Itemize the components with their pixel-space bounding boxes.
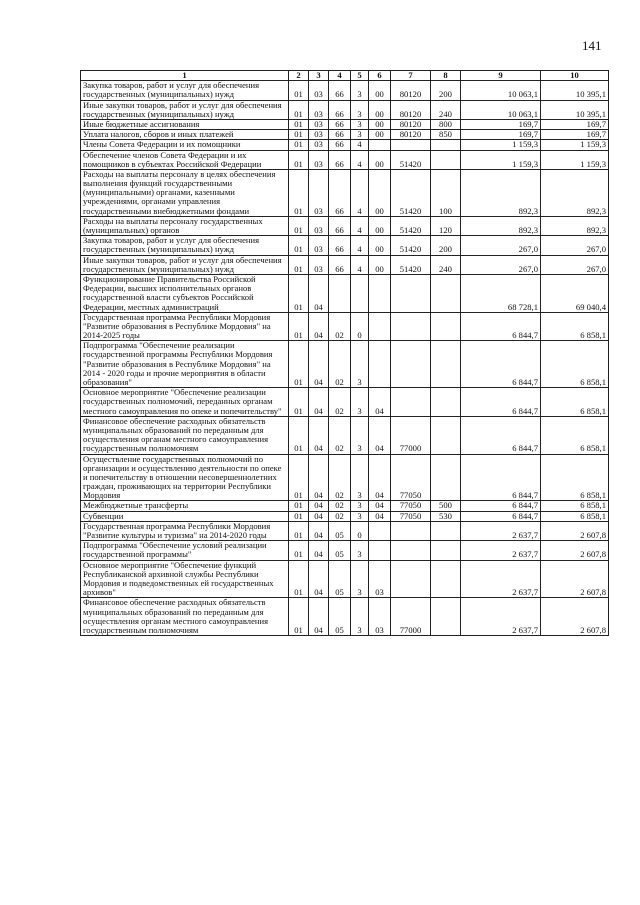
amount-year-2-cell: 6 858,1 [541, 501, 609, 511]
program-code-cell: 66 [329, 255, 351, 274]
amount-year-1-cell: 6 844,7 [461, 388, 541, 417]
direction-code-cell [391, 341, 431, 388]
expense-type-code-cell: 850 [431, 130, 461, 140]
program-code-cell: 66 [329, 236, 351, 255]
table-row [81, 274, 609, 312]
direction-code-cell [391, 560, 431, 598]
section-code-cell: 01 [289, 388, 309, 417]
subprogram-code-cell: 0 [351, 521, 369, 540]
subsection-code-cell: 03 [309, 140, 329, 150]
direction-code-cell: 80120 [391, 130, 431, 140]
section-code-cell: 01 [289, 416, 309, 454]
program-code-cell: 02 [329, 341, 351, 388]
event-code-cell: 00 [369, 236, 391, 255]
subprogram-code-cell: 3 [351, 454, 369, 501]
subprogram-code-cell: 4 [351, 150, 369, 169]
item-name-cell: Расходы на выплаты персоналу в целях обеспечения выполнения функций государственными (муниципальными) органами, казенными учреждениями, органами управления государственными внебюджетными фондами [81, 169, 289, 216]
item-name-cell: Расходы на выплаты персоналу государственных (муниципальных) органов [81, 216, 289, 235]
amount-year-2-cell: 69 040,4 [541, 274, 609, 312]
subsection-code-cell: 04 [309, 312, 329, 341]
column-header-9: 9 [461, 71, 541, 81]
column-header-7: 7 [391, 71, 431, 81]
amount-year-2-cell: 892,3 [541, 169, 609, 216]
expense-type-code-cell [431, 312, 461, 341]
amount-year-2-cell: 6 858,1 [541, 454, 609, 501]
section-code-cell: 01 [289, 560, 309, 598]
section-code-cell: 01 [289, 255, 309, 274]
subsection-code-cell: 04 [309, 388, 329, 417]
item-name-cell: Функционирование Правительства Российской Федерации, высших исполнительных органов государственной власти субъектов Российской Федерации, местных администраций [81, 274, 289, 312]
amount-year-1-cell: 6 844,7 [461, 416, 541, 454]
event-code-cell: 00 [369, 216, 391, 235]
expense-type-code-cell [431, 388, 461, 417]
table-row [81, 416, 609, 454]
expense-type-code-cell: 530 [431, 511, 461, 521]
direction-code-cell: 77000 [391, 416, 431, 454]
item-name-cell: Финансовое обеспечение расходных обязательств муниципальных образований по переданным для осуществления органам местного самоуправления государственным полномочиям [81, 416, 289, 454]
direction-code-cell [391, 541, 431, 560]
table-row [81, 388, 609, 417]
subprogram-code-cell: 3 [351, 119, 369, 129]
event-code-cell: 00 [369, 130, 391, 140]
amount-year-1-cell: 892,3 [461, 216, 541, 235]
column-header-10: 10 [541, 71, 609, 81]
subprogram-code-cell: 3 [351, 560, 369, 598]
section-code-cell: 01 [289, 521, 309, 540]
amount-year-2-cell: 2 607,8 [541, 541, 609, 560]
program-code-cell: 66 [329, 119, 351, 129]
column-header-4: 4 [329, 71, 351, 81]
direction-code-cell: 80120 [391, 119, 431, 129]
amount-year-1-cell: 2 637,7 [461, 521, 541, 540]
subprogram-code-cell: 3 [351, 388, 369, 417]
amount-year-1-cell: 267,0 [461, 236, 541, 255]
column-header-8: 8 [431, 71, 461, 81]
amount-year-1-cell: 169,7 [461, 119, 541, 129]
program-code-cell: 66 [329, 81, 351, 100]
amount-year-1-cell: 6 844,7 [461, 454, 541, 501]
column-header-5: 5 [351, 71, 369, 81]
subsection-code-cell: 04 [309, 511, 329, 521]
direction-code-cell: 80120 [391, 100, 431, 119]
direction-code-cell [391, 312, 431, 341]
event-code-cell [369, 274, 391, 312]
program-code-cell: 66 [329, 216, 351, 235]
direction-code-cell [391, 388, 431, 417]
item-name-cell: Иные закупки товаров, работ и услуг для обеспечения государственных (муниципальных) нужд [81, 100, 289, 119]
subsection-code-cell: 03 [309, 119, 329, 129]
amount-year-1-cell: 6 844,7 [461, 511, 541, 521]
subprogram-code-cell: 3 [351, 416, 369, 454]
amount-year-1-cell: 68 728,1 [461, 274, 541, 312]
table-row [81, 511, 609, 521]
subsection-code-cell: 04 [309, 274, 329, 312]
amount-year-2-cell: 892,3 [541, 216, 609, 235]
table-row [81, 521, 609, 540]
column-header-3: 3 [309, 71, 329, 81]
item-name-cell: Основное мероприятие "Обеспечение функций Республиканской архивной службы Республики Мордовия и подведомственных ей государственных архивов" [81, 560, 289, 598]
event-code-cell: 00 [369, 119, 391, 129]
item-name-cell: Члены Совета Федерации и их помощники [81, 140, 289, 150]
subsection-code-cell: 03 [309, 169, 329, 216]
subprogram-code-cell: 3 [351, 100, 369, 119]
column-header-2: 2 [289, 71, 309, 81]
program-code-cell: 66 [329, 140, 351, 150]
item-name-cell: Закупка товаров, работ и услуг для обеспечения государственных (муниципальных) нужд [81, 81, 289, 100]
section-code-cell: 01 [289, 541, 309, 560]
expense-type-code-cell [431, 341, 461, 388]
expense-type-code-cell [431, 274, 461, 312]
amount-year-1-cell: 10 063,1 [461, 81, 541, 100]
table-row [81, 150, 609, 169]
subsection-code-cell: 04 [309, 341, 329, 388]
section-code-cell: 01 [289, 598, 309, 636]
amount-year-2-cell: 6 858,1 [541, 388, 609, 417]
direction-code-cell: 77050 [391, 501, 431, 511]
expense-type-code-cell [431, 150, 461, 169]
section-code-cell: 01 [289, 216, 309, 235]
table-row [81, 501, 609, 511]
subprogram-code-cell: 4 [351, 216, 369, 235]
expense-type-code-cell: 200 [431, 81, 461, 100]
item-name-cell: Осуществление государственных полномочий по организации и осуществлению деятельности по опеке и попечительству в отношении несовершеннолетних граждан, проживающих на территории Республики Мордовия [81, 454, 289, 501]
expense-type-code-cell [431, 541, 461, 560]
section-code-cell: 01 [289, 312, 309, 341]
amount-year-1-cell: 892,3 [461, 169, 541, 216]
section-code-cell: 01 [289, 150, 309, 169]
program-code-cell: 05 [329, 541, 351, 560]
subsection-code-cell: 03 [309, 236, 329, 255]
subprogram-code-cell: 3 [351, 341, 369, 388]
amount-year-2-cell: 267,0 [541, 236, 609, 255]
table-row [81, 140, 609, 150]
table-row [81, 216, 609, 235]
subsection-code-cell: 04 [309, 501, 329, 511]
column-header-1: 1 [81, 71, 289, 81]
amount-year-2-cell: 6 858,1 [541, 312, 609, 341]
event-code-cell: 04 [369, 501, 391, 511]
program-code-cell: 02 [329, 312, 351, 341]
table-row [81, 119, 609, 129]
item-name-cell: Основное мероприятие "Обеспечение реализации государственных полномочий, переданных органам местного самоуправления по опеке и попечительству" [81, 388, 289, 417]
subprogram-code-cell: 4 [351, 255, 369, 274]
event-code-cell [369, 521, 391, 540]
section-code-cell: 01 [289, 140, 309, 150]
subsection-code-cell: 04 [309, 560, 329, 598]
section-code-cell: 01 [289, 100, 309, 119]
subsection-code-cell: 04 [309, 541, 329, 560]
table-row [81, 560, 609, 598]
section-code-cell: 01 [289, 341, 309, 388]
event-code-cell: 00 [369, 255, 391, 274]
subprogram-code-cell: 3 [351, 501, 369, 511]
amount-year-2-cell: 2 607,8 [541, 521, 609, 540]
item-name-cell: Иные бюджетные ассигнования [81, 119, 289, 129]
item-name-cell: Субвенции [81, 511, 289, 521]
program-code-cell: 02 [329, 501, 351, 511]
program-code-cell: 05 [329, 521, 351, 540]
event-code-cell: 04 [369, 388, 391, 417]
amount-year-1-cell: 1 159,3 [461, 150, 541, 169]
amount-year-1-cell: 2 637,7 [461, 541, 541, 560]
event-code-cell [369, 140, 391, 150]
amount-year-2-cell: 2 607,8 [541, 560, 609, 598]
direction-code-cell: 51420 [391, 150, 431, 169]
section-code-cell: 01 [289, 130, 309, 140]
event-code-cell [369, 341, 391, 388]
table-row [81, 454, 609, 501]
page-number: 141 [582, 38, 602, 53]
subsection-code-cell: 04 [309, 416, 329, 454]
section-code-cell: 01 [289, 236, 309, 255]
table-row [81, 541, 609, 560]
amount-year-2-cell: 169,7 [541, 119, 609, 129]
expense-type-code-cell [431, 454, 461, 501]
event-code-cell: 04 [369, 454, 391, 501]
table-row [81, 100, 609, 119]
amount-year-2-cell: 10 395,1 [541, 81, 609, 100]
program-code-cell: 05 [329, 560, 351, 598]
amount-year-1-cell: 2 637,7 [461, 598, 541, 636]
item-name-cell: Подпрограмма "Обеспечение условий реализации государственной программы" [81, 541, 289, 560]
program-code-cell: 66 [329, 150, 351, 169]
item-name-cell: Межбюджетные трансферты [81, 501, 289, 511]
subsection-code-cell: 04 [309, 521, 329, 540]
section-code-cell: 01 [289, 511, 309, 521]
subprogram-code-cell [351, 274, 369, 312]
program-code-cell: 02 [329, 454, 351, 501]
event-code-cell: 00 [369, 81, 391, 100]
table-header-row [81, 71, 609, 81]
program-code-cell: 05 [329, 598, 351, 636]
program-code-cell: 02 [329, 416, 351, 454]
subsection-code-cell: 03 [309, 100, 329, 119]
expense-type-code-cell: 800 [431, 119, 461, 129]
event-code-cell: 00 [369, 150, 391, 169]
item-name-cell: Закупка товаров, работ и услуг для обеспечения государственных (муниципальных) нужд [81, 236, 289, 255]
expense-type-code-cell [431, 416, 461, 454]
subsection-code-cell: 03 [309, 81, 329, 100]
amount-year-1-cell: 6 844,7 [461, 341, 541, 388]
item-name-cell: Обеспечение членов Совета Федерации и их помощников в субъектах Российской Федерации [81, 150, 289, 169]
amount-year-2-cell: 1 159,3 [541, 140, 609, 150]
table-row [81, 341, 609, 388]
amount-year-2-cell: 6 858,1 [541, 511, 609, 521]
section-code-cell: 01 [289, 81, 309, 100]
amount-year-1-cell: 1 159,3 [461, 140, 541, 150]
section-code-cell: 01 [289, 169, 309, 216]
expense-type-code-cell [431, 521, 461, 540]
program-code-cell [329, 274, 351, 312]
amount-year-1-cell: 6 844,7 [461, 501, 541, 511]
subprogram-code-cell: 3 [351, 130, 369, 140]
direction-code-cell: 51420 [391, 255, 431, 274]
subprogram-code-cell: 4 [351, 236, 369, 255]
subprogram-code-cell: 3 [351, 598, 369, 636]
item-name-cell: Государственная программа Республики Мордовия "Развитие образования в Республике Мордовия" на 2014-2025 годы [81, 312, 289, 341]
expense-type-code-cell: 240 [431, 100, 461, 119]
program-code-cell: 02 [329, 388, 351, 417]
subprogram-code-cell: 3 [351, 511, 369, 521]
event-code-cell: 00 [369, 169, 391, 216]
amount-year-1-cell: 10 063,1 [461, 100, 541, 119]
expense-type-code-cell [431, 140, 461, 150]
event-code-cell: 03 [369, 598, 391, 636]
event-code-cell: 00 [369, 100, 391, 119]
table-row [81, 81, 609, 100]
expense-type-code-cell: 100 [431, 169, 461, 216]
subprogram-code-cell: 3 [351, 81, 369, 100]
subsection-code-cell: 03 [309, 216, 329, 235]
item-name-cell: Подпрограмма "Обеспечение реализации государственной программы Республики Мордовия "Развитие образования в Республике Мордовия" на 2014 - 2020 годы и прочие мероприятия в области образования" [81, 341, 289, 388]
direction-code-cell: 77000 [391, 598, 431, 636]
expense-type-code-cell [431, 560, 461, 598]
amount-year-2-cell: 6 858,1 [541, 341, 609, 388]
amount-year-1-cell: 267,0 [461, 255, 541, 274]
direction-code-cell: 77050 [391, 511, 431, 521]
column-header-6: 6 [369, 71, 391, 81]
event-code-cell: 04 [369, 416, 391, 454]
amount-year-1-cell: 2 637,7 [461, 560, 541, 598]
amount-year-2-cell: 10 395,1 [541, 100, 609, 119]
program-code-cell: 66 [329, 130, 351, 140]
table-row [81, 236, 609, 255]
amount-year-2-cell: 2 607,8 [541, 598, 609, 636]
subprogram-code-cell: 4 [351, 169, 369, 216]
subsection-code-cell: 03 [309, 255, 329, 274]
subsection-code-cell: 03 [309, 130, 329, 140]
expense-type-code-cell: 240 [431, 255, 461, 274]
item-name-cell: Уплата налогов, сборов и иных платежей [81, 130, 289, 140]
section-code-cell: 01 [289, 274, 309, 312]
direction-code-cell: 80120 [391, 81, 431, 100]
table-row [81, 130, 609, 140]
subprogram-code-cell: 0 [351, 312, 369, 341]
amount-year-2-cell: 6 858,1 [541, 416, 609, 454]
table-row [81, 598, 609, 636]
item-name-cell: Финансовое обеспечение расходных обязательств муниципальных образований по переданным для осуществления органам местного самоуправления государственным полномочиям [81, 598, 289, 636]
direction-code-cell [391, 274, 431, 312]
subsection-code-cell: 04 [309, 598, 329, 636]
subprogram-code-cell: 3 [351, 541, 369, 560]
amount-year-1-cell: 6 844,7 [461, 312, 541, 341]
amount-year-2-cell: 169,7 [541, 130, 609, 140]
expense-type-code-cell [431, 598, 461, 636]
expense-type-code-cell: 200 [431, 236, 461, 255]
direction-code-cell: 77050 [391, 454, 431, 501]
section-code-cell: 01 [289, 119, 309, 129]
direction-code-cell: 51420 [391, 169, 431, 216]
table-row [81, 312, 609, 341]
subsection-code-cell: 03 [309, 150, 329, 169]
program-code-cell: 02 [329, 511, 351, 521]
event-code-cell [369, 312, 391, 341]
direction-code-cell [391, 521, 431, 540]
direction-code-cell [391, 140, 431, 150]
amount-year-2-cell: 1 159,3 [541, 150, 609, 169]
expense-type-code-cell: 120 [431, 216, 461, 235]
section-code-cell: 01 [289, 501, 309, 511]
program-code-cell: 66 [329, 100, 351, 119]
direction-code-cell: 51420 [391, 236, 431, 255]
section-code-cell: 01 [289, 454, 309, 501]
subprogram-code-cell: 4 [351, 140, 369, 150]
direction-code-cell: 51420 [391, 216, 431, 235]
program-code-cell: 66 [329, 169, 351, 216]
item-name-cell: Иные закупки товаров, работ и услуг для обеспечения государственных (муниципальных) нужд [81, 255, 289, 274]
table-row [81, 169, 609, 216]
amount-year-1-cell: 169,7 [461, 130, 541, 140]
table-row [81, 255, 609, 274]
expense-type-code-cell: 500 [431, 501, 461, 511]
subsection-code-cell: 04 [309, 454, 329, 501]
event-code-cell: 03 [369, 560, 391, 598]
budget-table [80, 70, 609, 636]
amount-year-2-cell: 267,0 [541, 255, 609, 274]
item-name-cell: Государственная программа Республики Мордовия "Развитие культуры и туризма" на 2014-2020 годы [81, 521, 289, 540]
event-code-cell [369, 541, 391, 560]
event-code-cell: 04 [369, 511, 391, 521]
